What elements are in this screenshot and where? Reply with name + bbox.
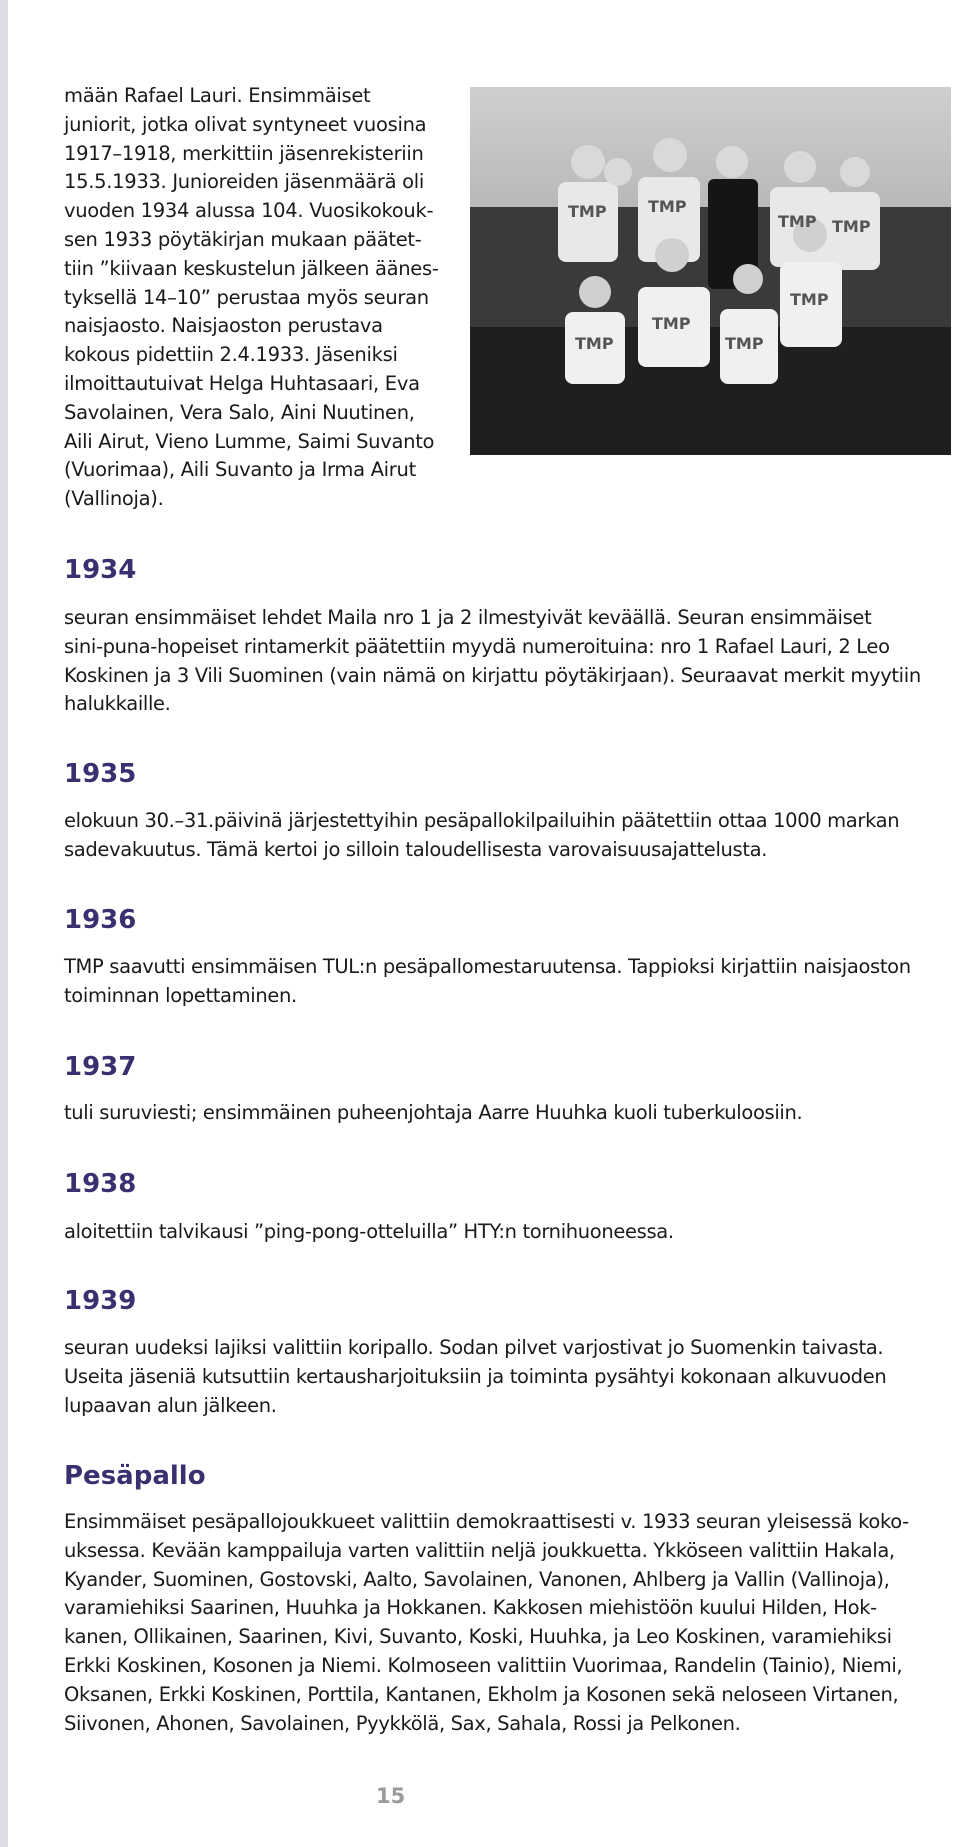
section-text: tuli suruviesti; ensimmäinen puheenjohtaja Aarre Huuhka kuoli tuberkuloosiin.: [64, 1101, 803, 1124]
team-photo: [470, 87, 951, 455]
section-heading: 1939: [64, 1286, 137, 1316]
section-text: aloitettiin talvikausi ”ping-pong-otteluilla” HTY:n tornihuoneessa.: [64, 1220, 674, 1243]
shirt-label: TMP: [725, 334, 764, 353]
section-heading: 1935: [64, 759, 137, 789]
section-text: TMP saavutti ensimmäisen TUL:n pesäpallomestaruutensa. Tappioksi kirjattiin naisjaoston toiminnan lopettaminen.: [64, 955, 911, 1007]
shirt-label: TMP: [575, 334, 614, 353]
section-text: Ensimmäiset pesäpallojoukkueet valittiin demokraattisesti v. 1933 seuran yleisessä koko- uksessa. Kevään kamppailuja varten valittiin neljä joukkuetta. Ykköseen valittiin Hakala, Kyander, Suominen, Gostovski, Aalto, Savolainen, Vanonen, Ahlberg ja Vallin (Vallinoja), varamiehiksi Saarinen, Huuhka ja Hokkanen. Kakkosen miehistöön kuului Hilden, Hok- kanen, Ollikainen, Saarinen, Kivi, Suvanto, Koski, Huuhka, ja Leo Koskinen, varamiehiksi Erkki Koskinen, Kosonen ja Niemi. Kolmoseen valittiin Vuorimaa, Randelin (Tainio), Niemi, Oksanen, Erkki Koskinen, Porttila, Kantanen, Ekholm ja Kosonen sekä neloseen Virtanen, Siivonen, Ahonen, Savolainen, Pyykkölä, Sax, Sahala, Rossi ja Pelkonen.: [64, 1510, 909, 1735]
intro-paragraph: mään Rafael Lauri. Ensimmäiset juniorit, jotka olivat syntyneet vuosina 1917–1918, merkittiin jäsenrekisteriin 15.5.1933. Junioreiden jäsenmäärä oli vuoden 1934 alussa 104. Vuosikokouk- sen 1933 pöytäkirjan mukaan päätet- tiin ”kiivaan keskustelun jälkeen äänes- tyksellä 14–10” perustaa myös seuran naisjaosto. Naisjaoston perustava kokous pidettiin 2.4.1933. Jäseniksi ilmoittautuivat Helga Huhtasaari, Eva Savolainen, Vera Salo, Aini Nuutinen, Aili Airut, Vieno Lumme, Saimi Suvanto (Vuorimaa), Aili Suvanto ja Irma Airut (Vallinoja).: [64, 84, 439, 511]
shirt-label: TMP: [832, 217, 871, 236]
section-heading: 1938: [64, 1169, 137, 1199]
section-text: seuran uudeksi lajiksi valittiin koripallo. Sodan pilvet varjostivat jo Suomenkin taivasta. Useita jäseniä kutsuttiin kertausharjoituksiin ja toiminta pysähtyi kokonaan alkuvuoden lupaavan alun jälkeen.: [64, 1336, 887, 1417]
section-heading: Pesäpallo: [64, 1461, 206, 1491]
section-text: elokuun 30.–31.päivinä järjestettyihin pesäpallokilpailuihin päätettiin ottaa 1000 markan sadevakuutus. Tämä kertoi jo silloin taloudellisesta varovaisuusajattelusta.: [64, 809, 900, 861]
shirt-label: TMP: [778, 212, 817, 231]
section-text: seuran ensimmäiset lehdet Maila nro 1 ja 2 ilmestyivät keväällä. Seuran ensimmäiset sini-puna-hopeiset rintamerkit päätettiin myydä numeroituina: nro 1 Rafael Lauri, 2 Leo Koskinen ja 3 Vili Suominen (vain nämä on kirjattu pöytäkirjaan). Seuraavat merkit myytiin halukkaille.: [64, 606, 921, 716]
shirt-label: TMP: [648, 197, 687, 216]
page-number: 15: [376, 1784, 406, 1808]
shirt-label: TMP: [568, 202, 607, 221]
section-heading: 1937: [64, 1052, 137, 1082]
section-heading: 1936: [64, 905, 137, 935]
page-edge: [0, 0, 8, 1847]
shirt-label: TMP: [652, 314, 691, 333]
section-heading: 1934: [64, 555, 137, 585]
shirt-label: TMP: [790, 290, 829, 309]
